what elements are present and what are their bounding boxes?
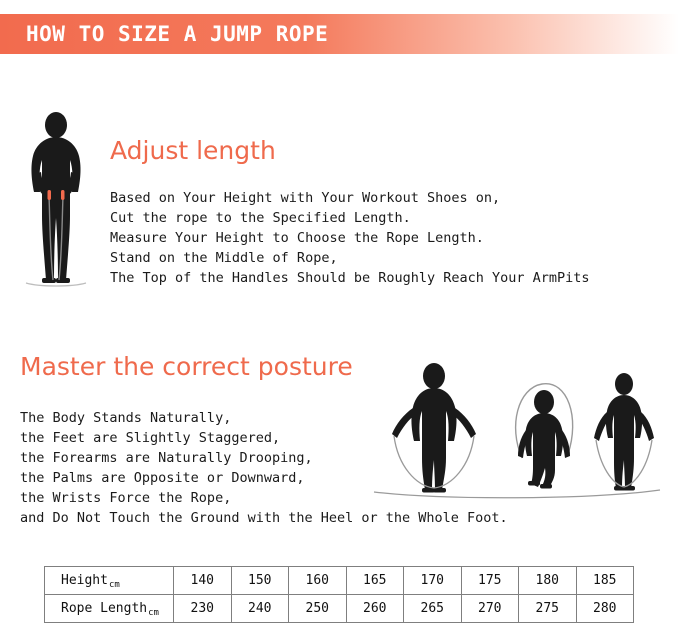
- table-cell: 170: [404, 567, 462, 595]
- table-cell: 260: [346, 595, 404, 623]
- posture-figure-2: [516, 384, 573, 489]
- section-heading-adjust-length: Adjust length: [110, 136, 276, 165]
- table-cell: 230: [174, 595, 232, 623]
- text-line: Measure Your Height to Choose the Rope Length.: [110, 230, 484, 246]
- table-cell: 175: [461, 567, 519, 595]
- section-adjust-length: [0, 112, 679, 307]
- table-cell: 160: [289, 567, 347, 595]
- table-cell: 150: [231, 567, 289, 595]
- text-line: Cut the rope to the Specified Length.: [110, 210, 411, 226]
- table-row: [45, 595, 634, 623]
- text-line: Stand on the Middle of Rope,: [110, 250, 338, 266]
- row-label: Rope Length: [61, 601, 148, 616]
- text-line: the Feet are Slightly Staggered,: [20, 430, 281, 446]
- table-cell: 250: [289, 595, 347, 623]
- table-cell: 275: [519, 595, 577, 623]
- table-cell: 140: [174, 567, 232, 595]
- standing-person-with-rope-icon: [20, 112, 92, 297]
- row-label: Height: [61, 573, 108, 588]
- table-row: [45, 567, 634, 595]
- table-cell: 185: [576, 567, 634, 595]
- table-cell: 270: [461, 595, 519, 623]
- text-line: the Palms are Opposite or Downward,: [20, 470, 305, 486]
- row-unit: cm: [108, 580, 120, 590]
- text-line: the Forearms are Naturally Drooping,: [20, 450, 313, 466]
- row-header-rope-length: [45, 595, 174, 623]
- adjust-length-text: [110, 188, 590, 288]
- posture-figure-3: [594, 373, 654, 491]
- row-unit: cm: [148, 608, 159, 618]
- section-correct-posture: [0, 352, 679, 537]
- text-line: Based on Your Height with Your Workout Shoes on,: [110, 190, 501, 206]
- page-title: HOW TO SIZE A JUMP ROPE: [26, 22, 329, 46]
- table-cell: 240: [231, 595, 289, 623]
- header-banner: [0, 14, 679, 54]
- text-line: The Top of the Handles Should be Roughly Reach Your ArmPits: [110, 270, 590, 286]
- posture-figure-1: [392, 363, 476, 493]
- row-header-height: [45, 567, 174, 595]
- size-chart-table: [44, 566, 634, 623]
- text-line: and Do Not Touch the Ground with the Heel or the Whole Foot.: [20, 510, 508, 526]
- table-cell: 180: [519, 567, 577, 595]
- posture-figures-illustration: [372, 362, 662, 502]
- table-cell: 280: [576, 595, 634, 623]
- table-cell: 165: [346, 567, 404, 595]
- table-cell: 265: [404, 595, 462, 623]
- section-heading-correct-posture: Master the correct posture: [20, 352, 353, 381]
- text-line: the Wrists Force the Rope,: [20, 490, 232, 506]
- text-line: The Body Stands Naturally,: [20, 410, 232, 426]
